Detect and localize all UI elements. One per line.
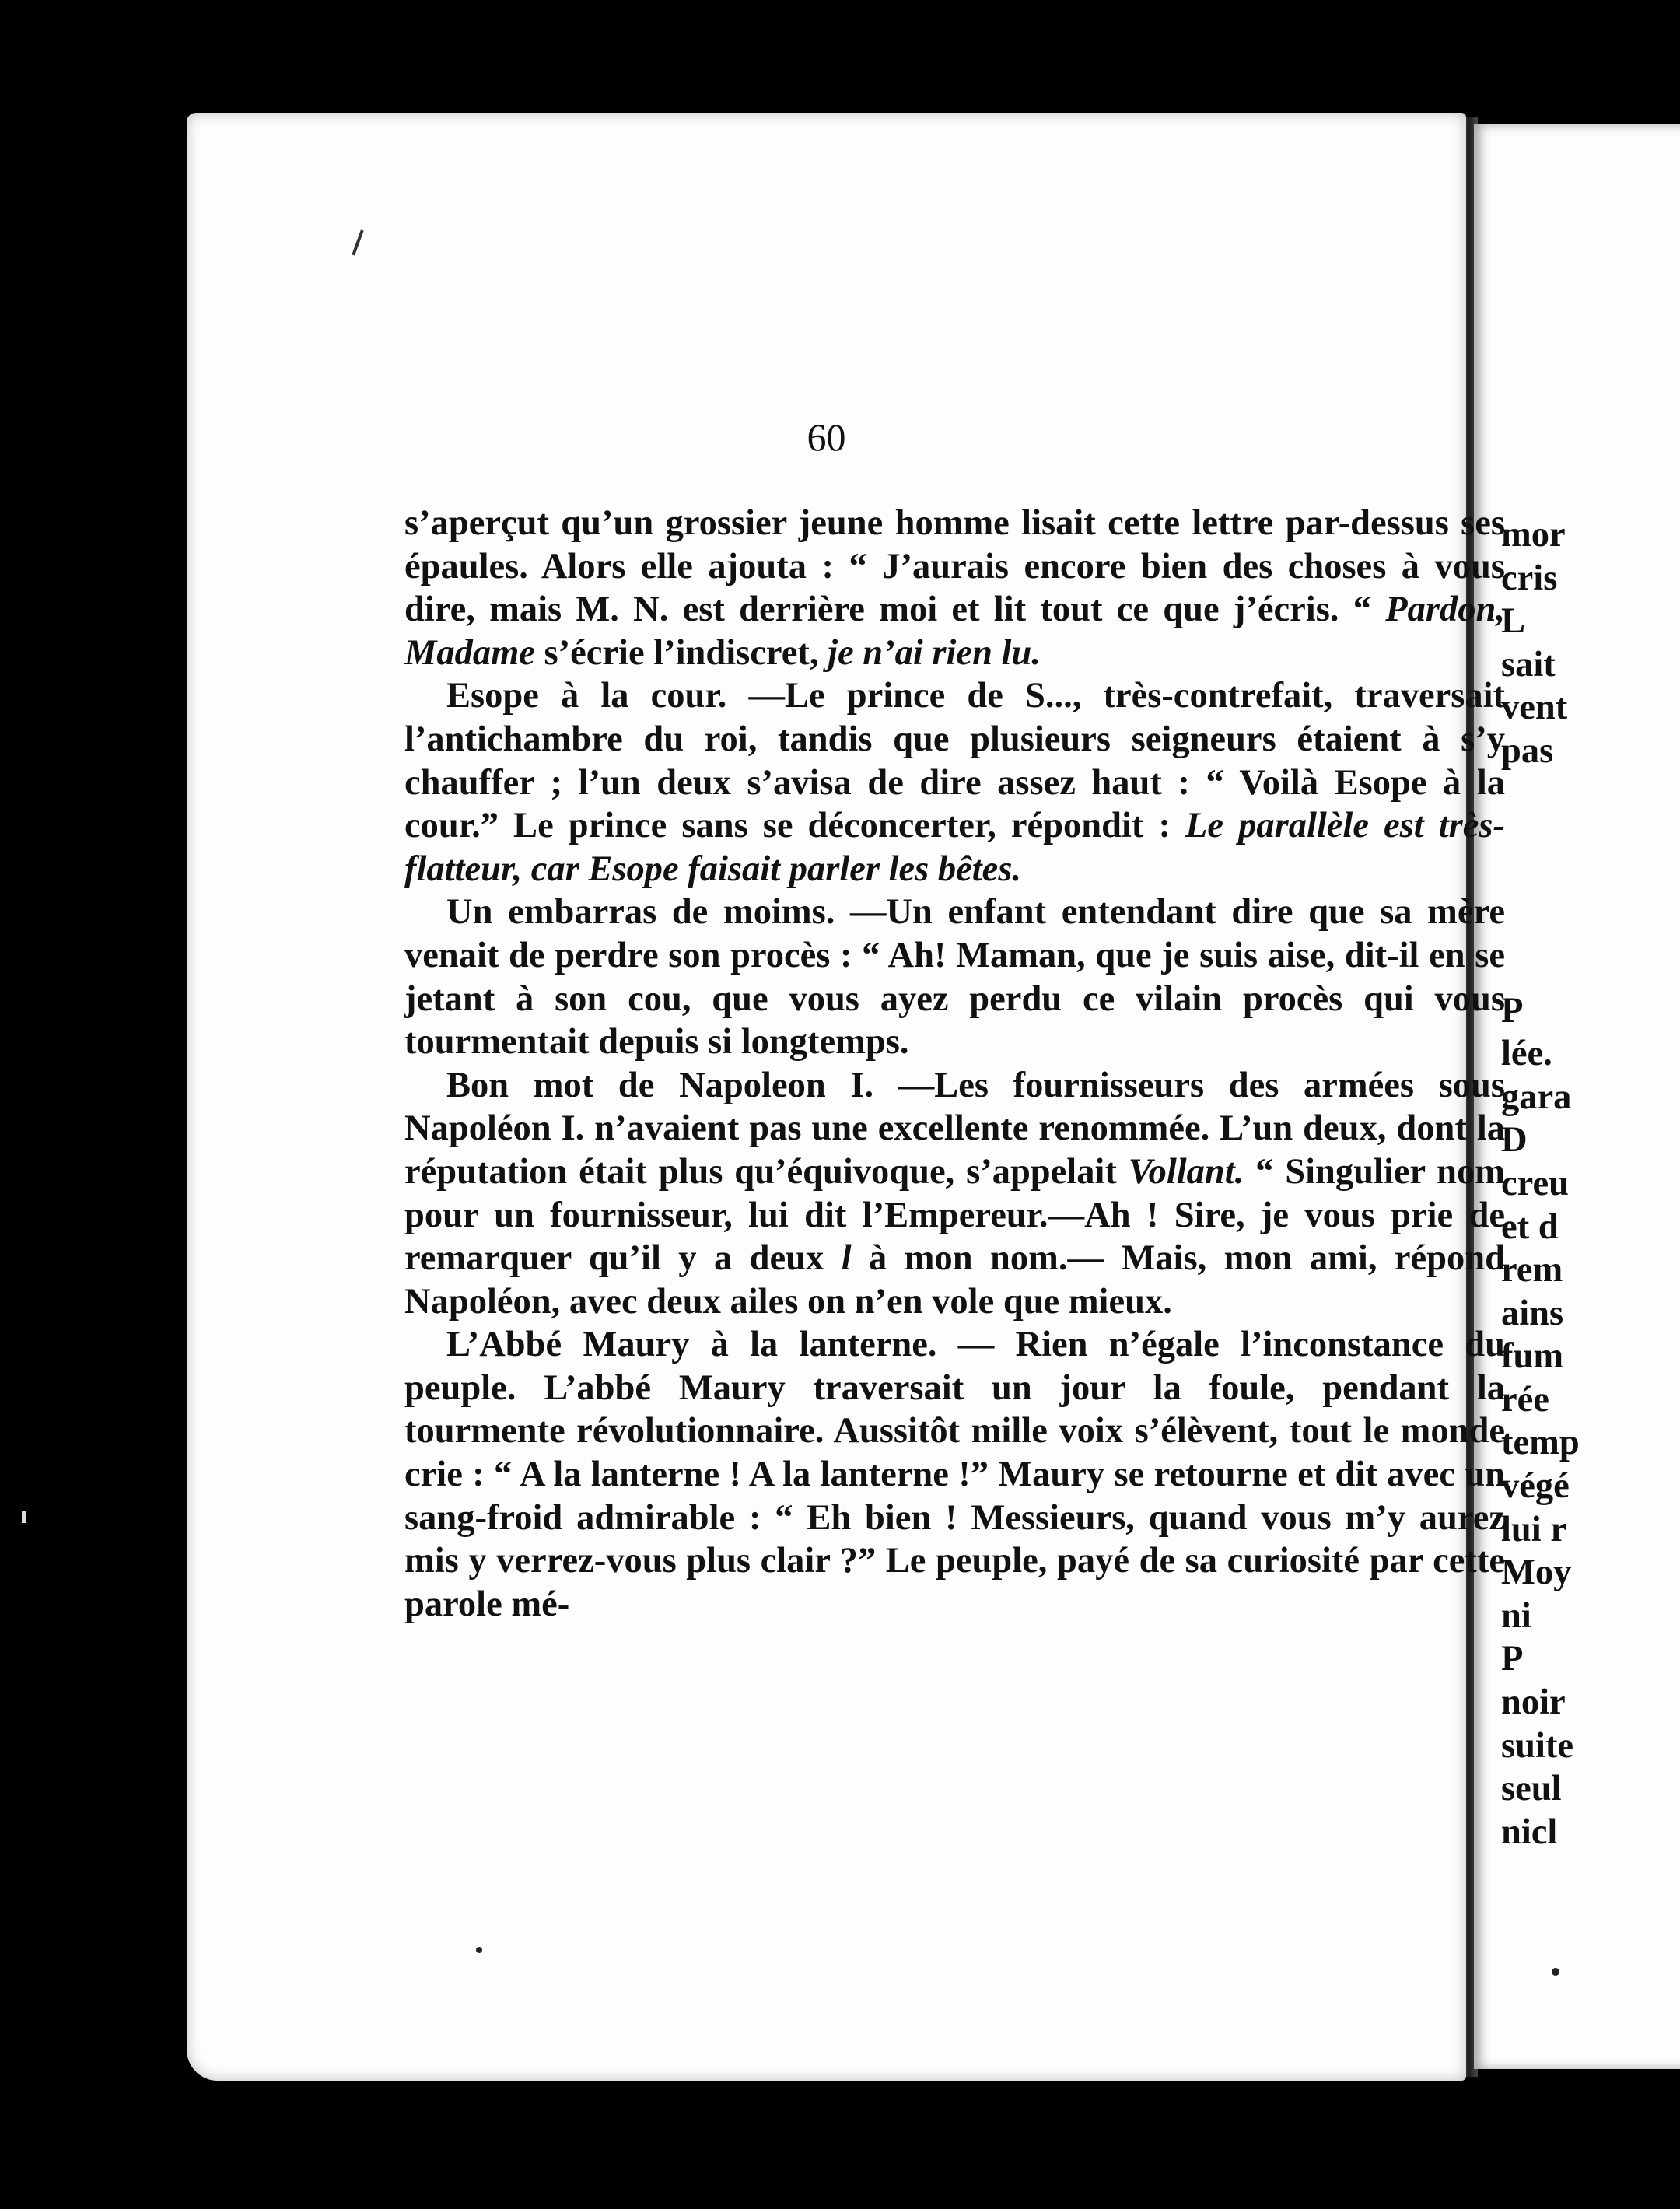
facing-line-fragment: fum bbox=[1501, 1336, 1564, 1377]
scan-edge-mark bbox=[22, 1511, 26, 1523]
facing-line-fragment: creu bbox=[1501, 1163, 1569, 1203]
paragraph bbox=[404, 502, 1505, 674]
facing-line-fragment: Moy bbox=[1501, 1553, 1572, 1593]
facing-line-fragment bbox=[1501, 859, 1680, 903]
text-run: Un embarras de moims. —Un enfant entendant dire que sa mère venait de perdre son procès : “ Ah! Maman, que je suis aise, dit-il en se jetant à son cou, que vous ayez perdu ce vilain procès qui vous tourmentait depuis si longtemps. bbox=[404, 892, 1505, 1062]
facing-line-fragment: rem bbox=[1501, 1250, 1563, 1290]
facing-line-fragment: lée. bbox=[1501, 1034, 1552, 1074]
text-run: L’Abbé Maury à la lanterne. — Rien n’égale l’inconstance du peuple. L’abbé Maury traversait un jour la foule, pendant la tourmente révolutionnaire. Aussitôt mille voix s’élèvent, tout le monde crie : “ A la lanterne ! A la lanterne !” Maury se retourne et dit avec un sang-froid admirable : “ Eh bien ! Messieurs, quand vous m’y aurez mis y verrez-vous plus clair ?” Le peuple, payé de sa curiosité par cette parole mé- bbox=[404, 1325, 1505, 1624]
facing-line-fragment: noir bbox=[1501, 1682, 1566, 1723]
facing-line-fragment: P bbox=[1501, 1639, 1524, 1679]
facing-line-fragment: mor bbox=[1501, 515, 1566, 555]
facing-line-fragment: vent bbox=[1501, 688, 1568, 728]
page-number: 60 bbox=[807, 415, 846, 459]
facing-line-fragment: suite bbox=[1501, 1725, 1573, 1766]
italic-text: Vollant. bbox=[1128, 1151, 1244, 1192]
facing-line-fragment bbox=[1501, 816, 1680, 859]
facing-line-fragment: rée bbox=[1501, 1379, 1549, 1420]
paragraph bbox=[404, 1323, 1505, 1626]
facing-line-fragment: L bbox=[1501, 601, 1526, 642]
facing-line-fragment: seul bbox=[1501, 1769, 1562, 1809]
facing-line-fragment: nicl bbox=[1501, 1812, 1558, 1852]
facing-line-fragment: ni bbox=[1501, 1595, 1531, 1636]
facing-line-fragment: D bbox=[1501, 1120, 1528, 1161]
facing-line-fragment: gara bbox=[1501, 1076, 1572, 1117]
italic-text: Pardon, Madame bbox=[404, 590, 1505, 673]
paragraph bbox=[404, 891, 1505, 1063]
text-run: Bon mot de Napoleon I. —Les fournisseurs des armées sous Napoléon I. n’avaient pas une excellente renommée. L’un deux, dont la réputation était plus qu’équivoque, s’appelait bbox=[404, 1065, 1505, 1192]
facing-line-fragment: temp bbox=[1501, 1423, 1580, 1463]
ink-speck bbox=[1552, 1968, 1559, 1976]
italic-text: Le parallèle est très-flatteur, car Esope faisait parler les bêtes. bbox=[404, 806, 1505, 889]
text-run: s’aperçut qu’un grossier jeune homme lisait cette lettre par-dessus ses épaules. Alors elle ajouta : “ J’aurais encore bien des choses à vous dire, mais M. N. est derrière moi et lit tout ce que j’écris. “ bbox=[404, 503, 1505, 630]
italic-text: l bbox=[841, 1238, 852, 1279]
facing-line-fragment: lui r bbox=[1501, 1509, 1566, 1549]
italic-text: je n’ai rien lu. bbox=[828, 632, 1041, 673]
facing-line-fragment bbox=[1501, 773, 1680, 817]
text-run: “ Singulier nom pour un fournisseur, lui dit l’Empereur.—Ah ! Sire, je vous prie de remarquer qu’il y a deux bbox=[404, 1151, 1505, 1279]
text-run: à mon nom.— Mais, mon ami, répond Napoléon, avec deux ailes on n’en vole que mieux. bbox=[404, 1238, 1505, 1322]
paragraph bbox=[404, 1064, 1505, 1324]
paragraph bbox=[404, 674, 1505, 891]
facing-line-fragment bbox=[1501, 902, 1680, 946]
facing-line-fragment bbox=[1501, 946, 1680, 989]
book-page bbox=[187, 113, 1505, 2081]
facing-line-fragment: ains bbox=[1501, 1293, 1564, 1333]
page-body-text bbox=[404, 502, 1505, 1626]
facing-page-text-fragments bbox=[1501, 513, 1680, 1854]
text-run: Esope à la cour. —Le prince de S..., très-contrefait, traversait l’antichambre du roi, tandis que plusieurs seigneurs étaient à s’y chauffer ; l’un deux s’avisa de dire assez haut : “ Voilà Esope à la cour.” Le prince sans se déconcerter, répondit : bbox=[404, 676, 1505, 846]
text-run: s’écrie l’indiscret, bbox=[534, 632, 828, 673]
facing-line-fragment: végé bbox=[1501, 1466, 1570, 1507]
ink-speck bbox=[476, 1947, 482, 1953]
facing-line-fragment: pas bbox=[1501, 730, 1554, 771]
facing-line-fragment: P bbox=[1501, 990, 1524, 1031]
facing-line-fragment: et d bbox=[1501, 1206, 1559, 1247]
facing-line-fragment: sait bbox=[1501, 644, 1556, 684]
facing-line-fragment: cris bbox=[1501, 558, 1558, 598]
